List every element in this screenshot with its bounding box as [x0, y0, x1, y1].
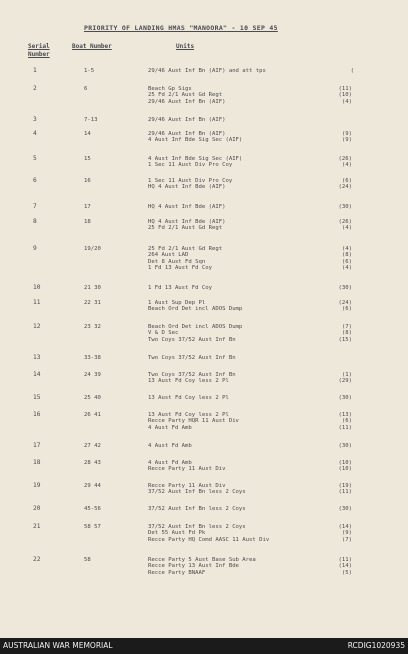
- serial-number: 22: [33, 556, 41, 563]
- units-list: [148, 204, 408, 210]
- unit-name: 25 Fd 2/1 Aust Gd Regt: [148, 246, 223, 252]
- unit-count: (24): [338, 300, 352, 306]
- boat-number: 45-56: [84, 506, 101, 512]
- unit-count: (4): [341, 98, 352, 105]
- unit-name: Beach Gp Sigs: [148, 86, 192, 92]
- units-list: [148, 117, 408, 123]
- unit-count: (10): [338, 92, 352, 99]
- unit-line: [148, 443, 408, 449]
- units-list: [148, 372, 408, 385]
- unit-name: 4 Aust Inf Bde Sig Sec (AIF): [148, 137, 243, 144]
- unit-line: [148, 225, 408, 231]
- serial-number: 17: [33, 442, 41, 449]
- serial-number: 1: [33, 67, 37, 74]
- boat-number: 22 31: [84, 300, 101, 306]
- unit-name: 1 Aust Sup Dep Pl: [148, 300, 206, 306]
- unit-name: Beach Ord Det incl ADOS Dump: [148, 324, 243, 330]
- unit-name: 4 Aust Fd Amb: [148, 460, 192, 466]
- unit-count: (26): [338, 219, 352, 225]
- units-list: [148, 506, 408, 512]
- serial-number: 16: [33, 411, 41, 418]
- serial-number: 4: [33, 130, 37, 137]
- boat-number: 27 42: [84, 443, 101, 449]
- unit-name: Recce Party 5 Aust Base Sub Area: [148, 557, 256, 563]
- units-list: [148, 324, 408, 343]
- unit-name: 29/46 Aust Inf Bn (AIF) and att tps: [148, 68, 266, 74]
- boat-number: 29 44: [84, 483, 101, 489]
- units-list: [148, 355, 408, 361]
- serial-number: 2: [33, 85, 37, 92]
- unit-count: (10): [338, 466, 352, 473]
- unit-name: Det 8 Aust Fd Sqn: [148, 258, 206, 265]
- units-list: [148, 395, 408, 401]
- boat-number: 33-38: [84, 355, 101, 361]
- document-title: PRIORITY OF LANDING HMAS "MANOORA" - 10 SEP 45: [84, 24, 278, 32]
- serial-number: 14: [33, 371, 41, 378]
- serial-number-header: Serial Number: [28, 43, 50, 58]
- boat-number: 15: [84, 156, 91, 162]
- unit-count: (9): [341, 530, 352, 537]
- unit-name: 4 Aust Fd Amb: [148, 443, 192, 449]
- unit-line: [148, 506, 408, 512]
- boat-number-header: Boat Number: [72, 43, 112, 50]
- unit-count: (4): [341, 162, 352, 169]
- unit-name: 1 Sec 11 Aust Div Pro Coy: [148, 162, 233, 169]
- unit-name: Recce Party BNAAF: [148, 569, 206, 576]
- boat-number: 19/20: [84, 246, 101, 252]
- unit-name: Recce Party 11 Aust Div: [148, 483, 226, 489]
- serial-number: 6: [33, 177, 37, 184]
- unit-count: (14): [338, 524, 352, 530]
- unit-count: (30): [338, 395, 352, 401]
- unit-count: (11): [338, 557, 352, 563]
- units-list: [148, 300, 408, 313]
- unit-count: (15): [338, 336, 352, 343]
- unit-name: 25 Fd 2/1 Aust Gd Regt: [148, 92, 223, 99]
- unit-name: 1 Sec 11 Aust Div Pro Coy: [148, 178, 233, 184]
- unit-count: (4): [341, 225, 352, 232]
- unit-line: [148, 306, 408, 312]
- unit-name: 13 Aust Fd Coy less 2 Pl: [148, 378, 229, 385]
- unit-name: 13 Aust Fd Coy less 2 Pl: [148, 412, 229, 418]
- unit-name: 37/52 Aust Inf Bn less 2 Coys: [148, 524, 246, 530]
- unit-count: (6): [341, 178, 352, 184]
- unit-count: (8): [341, 252, 352, 259]
- boat-number: 25 40: [84, 395, 101, 401]
- unit-count: (8): [341, 330, 352, 337]
- unit-count: (24): [338, 184, 352, 191]
- unit-name: Recce Party 11 Aust Div: [148, 466, 226, 473]
- unit-line: [148, 117, 408, 123]
- unit-name: Beach Ord Det incl ADOS Dump: [148, 306, 243, 313]
- unit-line: [148, 355, 408, 361]
- units-list: [148, 460, 408, 473]
- unit-count: (11): [338, 86, 352, 92]
- unit-count: (30): [338, 506, 352, 512]
- unit-line: [148, 425, 408, 431]
- unit-line: [148, 68, 408, 74]
- serial-number: 11: [33, 299, 41, 306]
- unit-name: 1 Fd 13 Aust Fd Coy: [148, 285, 212, 291]
- boat-number: 18: [84, 219, 91, 225]
- serial-number: 5: [33, 155, 37, 162]
- unit-count: (11): [338, 489, 352, 496]
- unit-name: Recce Party HQ Comd AASC 11 Aust Div: [148, 536, 270, 543]
- unit-line: [148, 204, 408, 210]
- boat-number: 6: [84, 86, 88, 92]
- serial-number: 19: [33, 482, 41, 489]
- unit-line: [148, 137, 408, 143]
- boat-number: 58: [84, 557, 91, 563]
- boat-number: 17: [84, 204, 91, 210]
- serial-number: 8: [33, 218, 37, 225]
- unit-count: (10): [338, 460, 352, 466]
- units-list: [148, 219, 408, 232]
- unit-line: [148, 466, 408, 472]
- boat-number: 28 43: [84, 460, 101, 466]
- unit-name: 1 Fd 13 Aust Fd Coy: [148, 265, 212, 272]
- serial-number: 15: [33, 394, 41, 401]
- unit-name: Two Coys 37/52 Aust Inf Bn: [148, 336, 236, 343]
- boat-number: 1-5: [84, 68, 95, 74]
- serial-number: 9: [33, 245, 37, 252]
- unit-count: (9): [341, 137, 352, 144]
- units-list: [148, 483, 408, 496]
- unit-count: (30): [338, 204, 352, 210]
- serial-number: 3: [33, 116, 37, 123]
- units-list: [148, 68, 408, 74]
- units-list: [148, 524, 408, 543]
- unit-count: (: [350, 68, 354, 74]
- unit-count: (6): [341, 258, 352, 265]
- units-list: [148, 86, 408, 105]
- unit-line: [148, 337, 408, 343]
- unit-line: [148, 162, 408, 168]
- unit-count: (19): [338, 483, 352, 489]
- serial-number: 13: [33, 354, 41, 361]
- units-list: [148, 131, 408, 144]
- unit-count: (26): [338, 156, 352, 162]
- unit-name: V & D Sec: [148, 330, 179, 337]
- unit-count: (6): [341, 306, 352, 313]
- unit-line: [148, 537, 408, 543]
- unit-name: Two Coys 37/52 Aust Inf Bn: [148, 355, 236, 361]
- boat-number: 24 39: [84, 372, 101, 378]
- serial-number: 7: [33, 203, 37, 210]
- unit-name: 29/46 Aust Inf Bn (AIF): [148, 117, 226, 123]
- unit-count: (1): [341, 372, 352, 378]
- unit-name: 4 Aust Fd Amb: [148, 424, 192, 431]
- unit-name: Recce Party HQR 11 Aust Div: [148, 418, 239, 425]
- unit-name: 13 Aust Fd Coy less 2 Pl: [148, 395, 229, 401]
- unit-line: [148, 395, 408, 401]
- unit-line: [148, 265, 408, 271]
- units-header: Units: [176, 43, 195, 50]
- units-list: [148, 557, 408, 576]
- unit-line: [148, 570, 408, 576]
- footer-source: AUSTRALIAN WAR MEMORIAL: [3, 641, 113, 650]
- unit-name: 4 Aust Inf Bde Sig Sec (AIF): [148, 156, 243, 162]
- unit-count: (5): [341, 569, 352, 576]
- unit-name: 29/46 Aust Inf Bn (AIF): [148, 98, 226, 105]
- unit-name: Det 55 Aust Fd Pk: [148, 530, 206, 537]
- boat-number: 16: [84, 178, 91, 184]
- boat-number: 14: [84, 131, 91, 137]
- unit-name: 25 Fd 2/1 Aust Gd Regt: [148, 225, 223, 232]
- unit-line: [148, 489, 408, 495]
- unit-count: (4): [341, 246, 352, 252]
- unit-count: (9): [341, 131, 352, 137]
- boat-number: 58 57: [84, 524, 101, 530]
- unit-count: (29): [338, 378, 352, 385]
- units-list: [148, 285, 408, 291]
- unit-count: (14): [338, 563, 352, 570]
- serial-number: 20: [33, 505, 41, 512]
- boat-number: 21 30: [84, 285, 101, 291]
- unit-name: Recce Party 13 Aust Inf Bde: [148, 563, 239, 570]
- unit-name: HQ 4 Aust Inf Bde (AIF): [148, 204, 226, 210]
- unit-line: [148, 99, 408, 105]
- unit-line: [148, 378, 408, 384]
- unit-count: (7): [341, 324, 352, 330]
- serial-number: 10: [33, 284, 41, 291]
- unit-name: HQ 4 Aust Inf Bde (AIF): [148, 219, 226, 225]
- unit-count: (30): [338, 443, 352, 449]
- unit-count: (4): [341, 265, 352, 272]
- units-list: [148, 246, 408, 272]
- serial-number: 21: [33, 523, 41, 530]
- boat-number: 23 32: [84, 324, 101, 330]
- unit-count: (30): [338, 285, 352, 291]
- footer-bar: [0, 638, 408, 654]
- unit-line: [148, 184, 408, 190]
- unit-count: (6): [341, 418, 352, 425]
- unit-name: 264 Aust LAD: [148, 252, 189, 259]
- unit-name: 37/52 Aust Inf Bn less 2 Coys: [148, 489, 246, 496]
- serial-number: 12: [33, 323, 41, 330]
- unit-name: 29/46 Aust Inf Bn (AIF): [148, 131, 226, 137]
- unit-count: (13): [338, 412, 352, 418]
- unit-name: 37/52 Aust Inf Bn less 2 Coys: [148, 506, 246, 512]
- units-list: [148, 156, 408, 169]
- boat-number: 7-13: [84, 117, 98, 123]
- unit-name: Two Coys 37/52 Aust Inf Bn: [148, 372, 236, 378]
- unit-count: (7): [341, 536, 352, 543]
- footer-reference: RCDIG1020935: [347, 641, 405, 650]
- units-list: [148, 443, 408, 449]
- unit-count: (11): [338, 424, 352, 431]
- unit-name: HQ 4 Aust Inf Bde (AIF): [148, 184, 226, 191]
- units-list: [148, 178, 408, 191]
- units-list: [148, 412, 408, 431]
- boat-number: 26 41: [84, 412, 101, 418]
- unit-line: [148, 285, 408, 291]
- serial-number: 18: [33, 459, 41, 466]
